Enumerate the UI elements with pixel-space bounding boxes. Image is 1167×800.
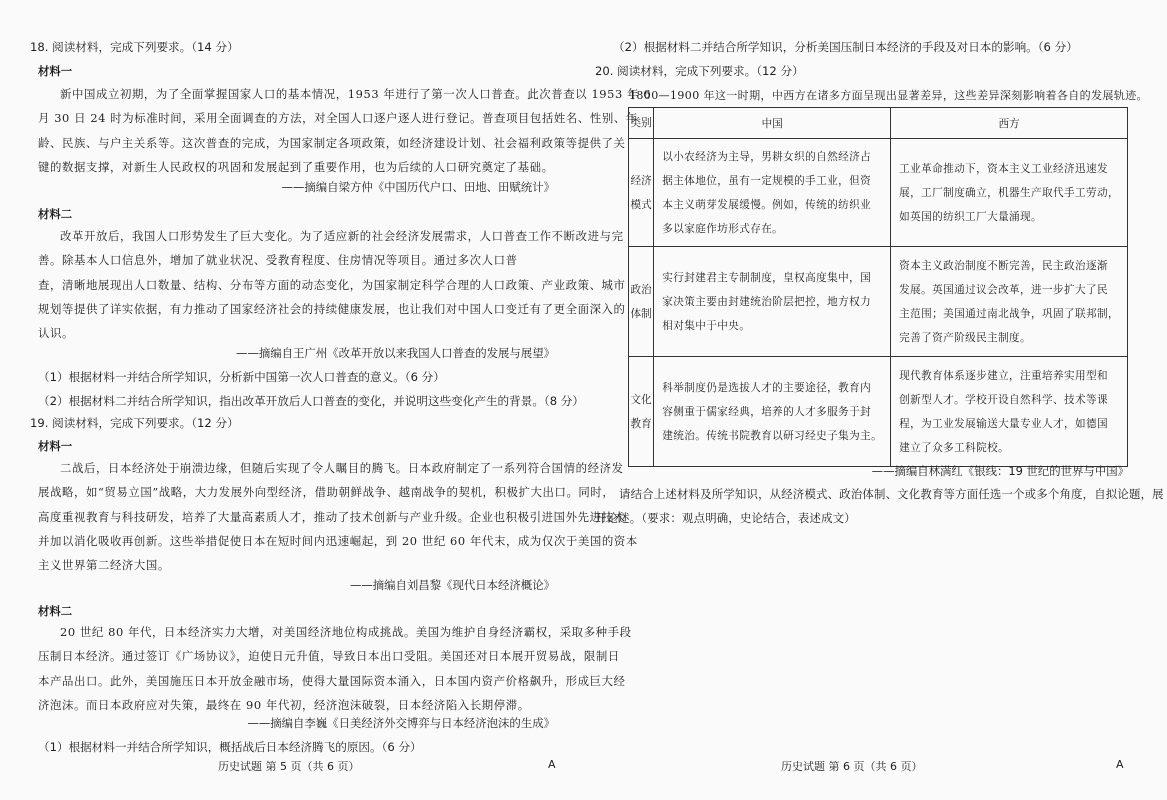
cell-line: 容侧重于儒家经典，培养的人才多服务于封 xyxy=(662,405,872,418)
q20-source: ——摘编自林满红《银线：19 世纪的世界与中国》 xyxy=(871,464,1129,478)
cell-west-politics xyxy=(891,247,1128,357)
q19-material2-source: ——摘编自李巍《日美经济外交博弈与日本经济泡沫的生成》 xyxy=(247,716,555,730)
table-row xyxy=(629,247,1128,357)
q20-heading: 20. 阅读材料，完成下列要求。（12 分） xyxy=(595,64,804,78)
text-line: 认识。 xyxy=(38,326,74,341)
row-category-politics xyxy=(629,247,654,357)
text-line: 善。除基本人口信息外，增加了就业状况、受教育程度、住房情况等项目。通过多次人口普 xyxy=(38,253,518,268)
q19-material2-text xyxy=(38,620,632,717)
comparison-table xyxy=(628,107,1128,467)
cell-china-politics xyxy=(654,247,891,357)
q19-heading: 19. 阅读材料，完成下列要求。（12 分） xyxy=(30,416,239,430)
cell-line: 如英国的纺织工厂大量涌现。 xyxy=(899,210,1043,223)
text-line: 新中国成立初期，为了全面掌握国家人口的基本情况，1953 年进行了第一次人口普查。此次普查以 1953 年 6 xyxy=(60,87,652,101)
q20-task xyxy=(595,482,1164,531)
q19-material2-label: 材料二 xyxy=(38,604,73,618)
text-line: 月 30 日 24 时为标准时间，采用全面调查的方法，对全国人口逐户逐人进行登记。普查项目包括姓名、性别、年 xyxy=(38,111,638,126)
text-line: 20 世纪 80 年代，日本经济实力大增，对美国经济地位构成挑战。美国为维护自身经济霸权，采取多种手段 xyxy=(60,625,632,639)
text-line: 键的数据支撑，对新生人民政权的巩固和发展起到了重要作用，也为后续的人口研究奠定了基础。 xyxy=(38,159,554,174)
q18-material2-text xyxy=(38,224,626,345)
cell-line: 发展。英国通过议会改革，进一步扩大了民 xyxy=(899,283,1109,296)
row-category-education xyxy=(629,357,654,467)
q19-material1-text xyxy=(38,456,638,577)
q18-material2-source: ——摘编自王广州《改革开放以来我国人口普查的发展与展望》 xyxy=(236,346,555,360)
cell-line: 体制 xyxy=(630,307,652,320)
cell-line: 模式 xyxy=(630,198,652,211)
text-line: 二战后，日本经济处于崩溃边缘，但随后实现了令人瞩目的腾飞。日本政府制定了一系列符合国情的经济发 xyxy=(60,461,624,475)
q20-intro: 1800—1900 年这一时期，中西方在诸多方面呈现出显著差异，这些差异深刻影响着各自的发展轨迹。 xyxy=(629,89,1149,102)
q19-sub2: （2）根据材料二并结合所学知识，分析美国压制日本经济的手段及对日本的影响。（6 分） xyxy=(613,40,1078,54)
cell-west-economy xyxy=(891,139,1128,247)
cell-line: 主范围；美国通过南北战争，巩固了联邦制， xyxy=(899,307,1119,320)
text-line: 查，清晰地展现出人口数量、结构、分布等方面的动态变化，为国家制定科学合理的人口政策、产业政策、城市 xyxy=(38,277,626,292)
page-footer: 历史试题 第 5 页（共 6 页） xyxy=(218,760,360,773)
cell-line: 资本主义政治制度不断完善，民主政治逐渐 xyxy=(899,259,1109,272)
text-line: 规划等提供了详实依据，有力推动了国家经济社会的持续健康发展，也让我们对中国人口变迁有了更全面深入的 xyxy=(38,301,626,316)
cell-line: 据主体地位，虽有一定规模的手工业，但资 xyxy=(662,174,872,187)
q19-material1-label: 材料一 xyxy=(38,439,73,453)
cell-line: 文化 xyxy=(630,393,652,406)
q18-sub2: （2）根据材料二并结合所学知识，指出改革开放后人口普查的变化，并说明这些变化产生的背景。（8 分） xyxy=(38,394,584,408)
table-header-china: 中国 xyxy=(654,108,891,139)
cell-line: 建立了众多工科院校。 xyxy=(899,441,1010,454)
q19-sub1: （1）根据材料一并结合所学知识，概括战后日本经济腾飞的原因。（6 分） xyxy=(38,740,422,754)
text-line: 请结合上述材料及所学知识，从经济模式、政治体制、文化教育等方面任选一个或多个角度，自拟论题，展 xyxy=(619,487,1164,501)
text-line: 主义世界第二经济大国。 xyxy=(38,558,170,573)
cell-line: 政治 xyxy=(630,283,652,296)
table-row xyxy=(629,357,1128,467)
row-category-economy xyxy=(629,139,654,247)
q18-material2-label: 材料二 xyxy=(38,207,73,221)
cell-line: 家决策主要由封建统治阶层把控，地方权力 xyxy=(662,295,872,308)
paper-version-mark: A xyxy=(1116,758,1124,771)
text-line: 压制日本经济。通过签订《广场协议》，迫使日元升值，导致日本出口受阻。美国还对日本展开贸易战，限制日 xyxy=(38,649,620,664)
table-row xyxy=(629,139,1128,247)
text-line: 济泡沫。而日本政府应对失策，最终在 90 年代初，经济泡沫破裂，日本经济陷入长期停滞。 xyxy=(38,697,530,712)
cell-china-education xyxy=(654,357,891,467)
text-line: 开论述。（要求：观点明确，史论结合，表述成文） xyxy=(595,511,856,526)
table-header-west: 西方 xyxy=(891,108,1128,139)
text-line: 展战略，如“贸易立国”战略，大力发展外向型经济，借助朝鲜战争、越南战争的契机，积极扩大出口。同时， xyxy=(38,485,615,500)
cell-line: 实行封建君主专制制度，皇权高度集中，国 xyxy=(662,271,872,284)
cell-line: 本主义萌芽发展缓慢。例如，传统的纺织业 xyxy=(662,198,872,211)
q18-material1-source: ——摘编自梁方仲《中国历代户口、田地、田赋统计》 xyxy=(281,180,555,194)
right-page xyxy=(583,0,1167,800)
paper-version-mark: A xyxy=(548,758,556,771)
page-footer: 历史试题 第 6 页（共 6 页） xyxy=(781,760,923,773)
cell-line: 教育 xyxy=(630,417,652,430)
table-header-row xyxy=(629,108,1128,139)
cell-line: 工业革命推动下，资本主义工业经济迅速发 xyxy=(899,162,1109,175)
cell-line: 程，为工业发展输送大量专业人才，如德国 xyxy=(899,417,1109,430)
text-line: 并加以消化吸收再创新。这些举措促使日本在短时间内迅速崛起，到 20 世纪 60 年代末，成为仅次于美国的资本 xyxy=(38,533,638,548)
cell-line: 经济 xyxy=(630,174,652,187)
cell-line: 建统治。传统书院教育以研习经史子集为主。 xyxy=(662,429,883,442)
cell-line: 相对集中于中央。 xyxy=(662,319,751,332)
q18-material1-label: 材料一 xyxy=(38,64,73,78)
cell-line: 科举制度仍是选拔人才的主要途径，教育内 xyxy=(662,381,872,394)
cell-west-education xyxy=(891,357,1128,467)
text-line: 高度重视教育与科技研发，培养了大量高素质人才，推动了技术创新与产业升级。企业也积极引进国外先进技术 xyxy=(38,509,626,524)
q18-material1-text xyxy=(38,82,651,179)
cell-line: 多以家庭作坊形式存在。 xyxy=(662,222,784,235)
table-header-category: 类别 xyxy=(629,108,654,139)
text-line: 改革开放后，我国人口形势发生了巨大变化。为了适应新的社会经济发展需求，人口普查工作不断改进与完 xyxy=(60,229,624,243)
q18-heading: 18. 阅读材料，完成下列要求。（14 分） xyxy=(30,40,239,54)
cell-line: 展，工厂制度确立，机器生产取代手工劳动， xyxy=(899,186,1119,199)
cell-china-economy xyxy=(654,139,891,247)
q18-sub1: （1）根据材料一并结合所学知识，分析新中国第一次人口普查的意义。（6 分） xyxy=(38,370,445,384)
cell-line: 完善了资产阶级民主制度。 xyxy=(899,331,1032,344)
text-line: 龄、民族、与户主关系等。这次普查的完成，为国家制定各项政策，如经济建设计划、社会福利政策等提供了关 xyxy=(38,135,626,150)
cell-line: 以小农经济为主导，男耕女织的自然经济占 xyxy=(662,150,872,163)
q19-material1-source: ——摘编自刘昌黎《现代日本经济概论》 xyxy=(349,578,555,592)
text-line: 本产品出口。此外，美国施压日本开放金融市场，使得大量国际资本涌入，日本国内资产价格飙升，形成巨大经 xyxy=(38,673,626,688)
cell-line: 现代教育体系逐步建立，注重培养实用型和 xyxy=(899,369,1109,382)
cell-line: 创新型人才。学校开设自然科学、技术等课 xyxy=(899,393,1109,406)
